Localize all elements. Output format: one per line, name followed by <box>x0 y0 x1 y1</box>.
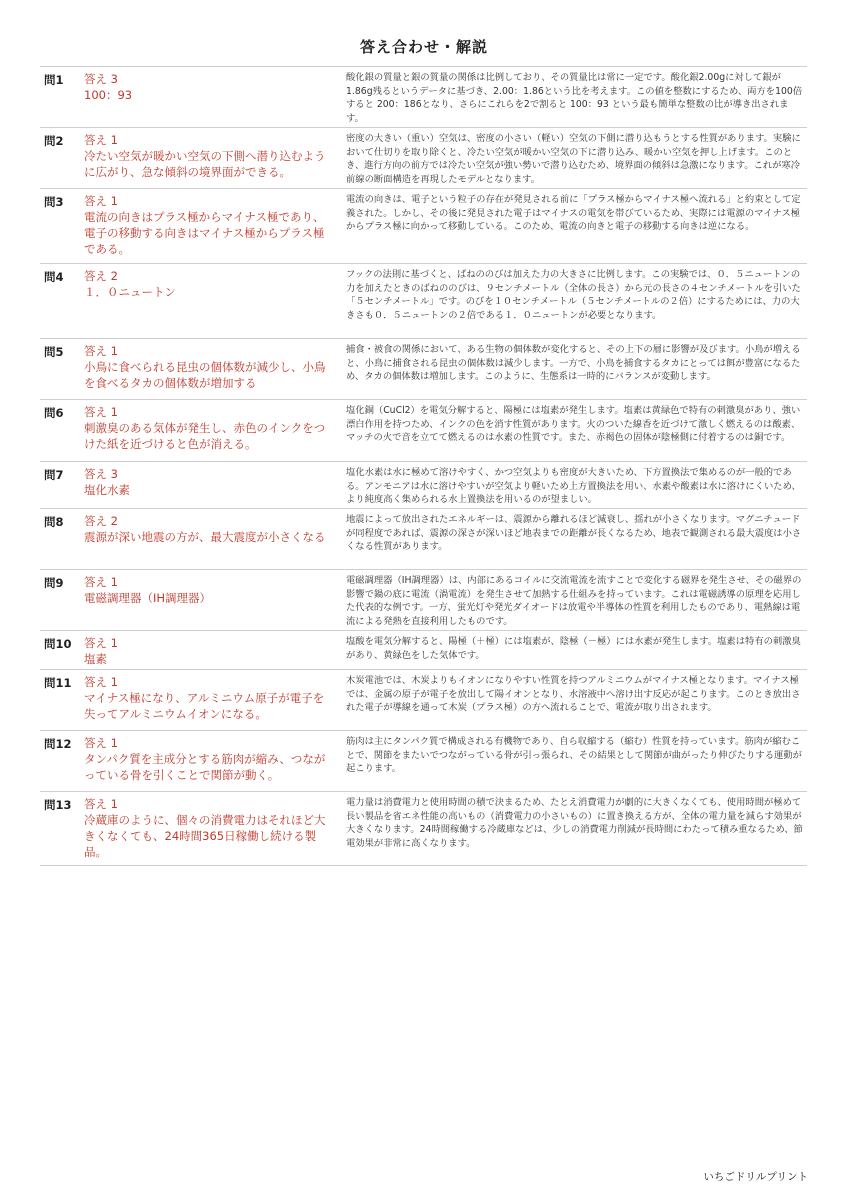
answer-cell <box>82 792 336 865</box>
explanation-text: フックの法則に基づくと、ばねののびは加えた力の大きさに比例します。この実験では、０．５ニュートンの力を加えたときのばねののびは、９センチメートル（全体の長さ）から元の長さの４センチメートルを引いた「５センチメートル」です。のびを１０センチメートル（５センチメートルの２倍）にするためには、力の大きさも０．５ニュートンの２倍である１．０ニュートンが必要となります。 <box>346 269 801 321</box>
answer-text: 震源が深い地震の方が、最大震度が小さくなる <box>84 530 326 544</box>
answer-row <box>40 189 807 264</box>
answer-cell <box>82 631 336 669</box>
answer-label: 答え 2 <box>84 514 118 528</box>
answer-label: 答え 3 <box>84 72 118 86</box>
explanation-text: 酸化銀の質量と銀の質量の関係は比例しており、その質量比は常に一定です。酸化銀2.00gに対して銀が1.86g残るというデータに基づき、2.00：1.86という比を考えます。この値を整数にするため、両方を100倍すると 200：186となり、さらにこれらを2で割ると 100：93 という最も簡単な整数の比が導き出されます。 <box>346 72 803 124</box>
question-number: 問8 <box>44 515 64 529</box>
answer-label: 答え 1 <box>84 194 118 208</box>
answer-cell <box>82 509 336 569</box>
answer-cell <box>82 128 336 188</box>
answer-label: 答え 1 <box>84 736 118 750</box>
explanation-text: 捕食・被食の関係において、ある生物の個体数が変化すると、その上下の層に影響が及びます。小鳥が増えると、小鳥に捕食される昆虫の個体数は減少します。一方で、小鳥を捕食するタカにとっては餌が豊富になるため、タカの個体数は増加します。このように、生態系は一時的にバランスが変動します。 <box>346 344 801 383</box>
question-number: 問3 <box>44 195 64 209</box>
answer-row <box>40 264 807 339</box>
answer-label: 答え 1 <box>84 405 118 419</box>
question-number: 問11 <box>44 676 72 690</box>
answer-text: 塩素 <box>84 652 107 666</box>
explanation-text: 地震によって放出されたエネルギーは、震源から離れるほど減衰し、揺れが小さくなります。マグニチュードが同程度であれば、震源の深さが深いほど地表までの距離が長くなるため、地表で観測される最大震度は小さくなる性質があります。 <box>346 514 802 553</box>
answer-label: 答え 1 <box>84 675 118 689</box>
answer-row <box>40 462 807 509</box>
answer-label: 答え 1 <box>84 636 118 650</box>
answer-row <box>40 631 807 670</box>
answer-cell <box>82 189 336 263</box>
question-number: 問13 <box>44 798 72 812</box>
answer-cell <box>82 264 336 338</box>
answer-text: 刺激臭のある気体が発生し、赤色のインクをつけた紙を近づけると色が消える。 <box>84 421 326 451</box>
page-title: 答え合わせ・解説 <box>359 38 488 56</box>
answer-text: 100：93 <box>84 88 133 102</box>
answer-text: 電磁調理器（IH調理器） <box>84 591 212 605</box>
answer-cell <box>82 462 336 508</box>
question-number: 問7 <box>44 468 64 482</box>
answer-label: 答え 1 <box>84 575 118 589</box>
answer-text: マイナス極になり、アルミニウム原子が電子を失ってアルミニウムイオンになる。 <box>84 691 325 721</box>
answer-row <box>40 792 807 866</box>
explanation-text: 電磁調理器（IH調理器）は、内部にあるコイルに交流電流を流すことで変化する磁界を発生させ、その磁界の影響で鍋の底に電流（渦電流）を発生させて加熱する仕組みを持っています。これは電磁誘導の原理を応用した代表的な例です。一方、蛍光灯や発光ダイオードは放電や半導体の性質を利用したものであり、電熱線は電流による発熱を直接利用したものです。 <box>346 575 802 627</box>
answer-cell <box>82 570 336 630</box>
answer-cell <box>82 670 336 730</box>
answer-text: １．０ニュートン <box>84 285 176 299</box>
explanation-text: 電流の向きは、電子という粒子の存在が発見される前に「プラス極からマイナス極へ流れる」と約束として定義された。しかし、その後に発見された電子はマイナスの電気を帯びているため、実際には電源のマイナス極からプラス極に向かって移動している。このため、電流の向きと電子の移動する向きは逆になる。 <box>346 194 801 233</box>
answer-label: 答え 1 <box>84 133 118 147</box>
answer-label: 答え 1 <box>84 344 118 358</box>
answer-cell <box>82 67 336 127</box>
answer-text: 電流の向きはプラス極からマイナス極であり、電子の移動する向きはマイナス極からプラス極である。 <box>84 210 325 256</box>
explanation-text: 塩化銅（CuCl2）を電気分解すると、陽極には塩素が発生します。塩素は黄緑色で特有の刺激臭があり、強い漂白作用を持つため、インクの色を消す性質があります。火のついた線香を近づけて激しく燃えるのは酸素、マッチの火で音を立てて燃えるのは水素の性質です。また、赤褐色の固体が陰極側に付着するのは銅です。 <box>346 405 801 444</box>
explanation-text: 電力量は消費電力と使用時間の積で決まるため、たとえ消費電力が劇的に大きくなくても、使用時間が極めて長い製品を省エネ性能の高いもの（消費電力の小さいもの）に置き換える方が、全体の電力量を減らす効果が大きくなります。24時間稼働する冷蔵庫などは、少しの消費電力削減が長時間にわたって積み重なるため、節電効果が非常に高くなります。 <box>346 797 803 849</box>
answer-text: 冷たい空気が暖かい空気の下側へ潜り込むように広がり、急な傾斜の境界面ができる。 <box>84 149 326 179</box>
answer-label: 答え 1 <box>84 797 118 811</box>
answer-cell <box>82 731 336 791</box>
answer-label: 答え 3 <box>84 467 118 481</box>
explanation-text: 筋肉は主にタンパク質で構成される有機物であり、自ら収縮する（縮む）性質を持っています。筋肉が縮むことで、関節をまたいでつながっている骨が引っ張られ、その結果として関節が曲がったり伸びたりする運動が起こります。 <box>346 736 802 775</box>
answer-table <box>40 66 807 866</box>
question-number: 問4 <box>44 270 64 284</box>
answer-label: 答え 2 <box>84 269 118 283</box>
answer-row <box>40 509 807 570</box>
explanation-text: 塩化水素は水に極めて溶けやすく、かつ空気よりも密度が大きいため、下方置換法で集めるのが一般的である。アンモニアは水に溶けやすいが空気より軽いため上方置換法を用い、水素や酸素は水に溶けにくいため、より純度高く集められる水上置換法を用いるのが望ましい。 <box>346 467 801 506</box>
answer-cell <box>82 339 336 399</box>
answer-row <box>40 128 807 189</box>
answer-row <box>40 67 807 128</box>
explanation-text: 塩酸を電気分解すると、陽極（＋極）には塩素が、陰極（－極）には水素が発生します。塩素は特有の刺激臭があり、黄緑色をした気体です。 <box>346 636 801 661</box>
answer-row <box>40 400 807 462</box>
question-number: 問2 <box>44 134 64 148</box>
question-number: 問9 <box>44 576 64 590</box>
question-number: 問12 <box>44 737 72 751</box>
answer-cell <box>82 400 336 461</box>
explanation-text: 密度の大きい（重い）空気は、密度の小さい（軽い）空気の下側に潜り込もうとする性質があります。実験において仕切りを取り除くと、冷たい空気が暖かい空気の下に潜り込み、暖かい空気を押し上げます。このとき、進行方向の前方では冷たい空気が強い勢いで潜り込むため、境界面の傾斜は急激になります。これが寒冷前線の断面構造を再現したモデルとなります。 <box>346 133 801 185</box>
answer-text: タンパク質を主成分とする筋肉が縮み、つながっている骨を引くことで関節が動く。 <box>84 752 326 782</box>
answer-row <box>40 731 807 792</box>
answer-text: 小鳥に食べられる昆虫の個体数が減少し、小鳥を食べるタカの個体数が増加する <box>84 360 326 390</box>
question-number: 問5 <box>44 345 64 359</box>
answer-row <box>40 339 807 400</box>
answer-row <box>40 570 807 631</box>
question-number: 問10 <box>44 637 72 651</box>
answer-text: 塩化水素 <box>84 483 130 497</box>
question-number: 問1 <box>44 73 64 87</box>
question-number: 問6 <box>44 406 64 420</box>
answer-text: 冷蔵庫のように、個々の消費電力はそれほど大きくなくても、24時間365日稼働し続ける製品。 <box>84 813 326 859</box>
answer-row <box>40 670 807 731</box>
footer-brand: いちごドリルプリント <box>703 1171 808 1183</box>
explanation-text: 木炭電池では、木炭よりもイオンになりやすい性質を持つアルミニウムがマイナス極となります。マイナス極では、金属の原子が電子を放出して陽イオンとなり、水溶液中へ溶け出す反応が起こります。このとき放出された電子が導線を通って木炭（プラス極）の方へ流れることで、電流が取り出されます。 <box>346 675 801 714</box>
